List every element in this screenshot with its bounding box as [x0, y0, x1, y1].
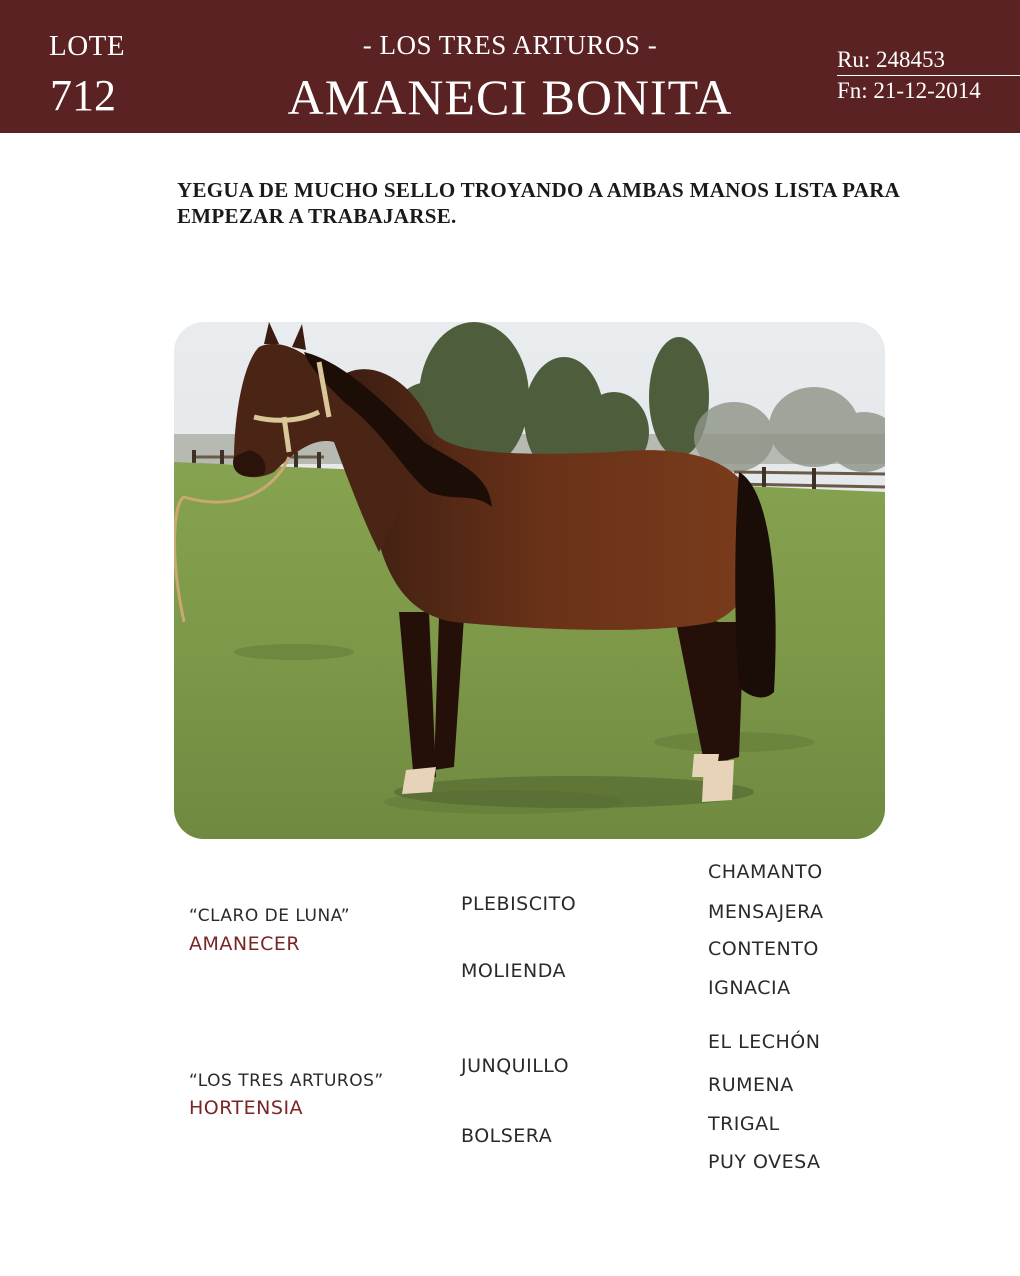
breeder-name: - LOS TRES ARTUROS - — [362, 30, 658, 60]
divider-line — [837, 75, 1020, 76]
lote-label: LOTE — [49, 30, 126, 62]
birth-date: Fn: 21-12-2014 — [837, 78, 981, 103]
paternal-grandsire: PLEBISCITO — [461, 893, 577, 915]
registration-number: Ru: 248453 — [837, 47, 945, 72]
dam-breeder: “LOS TRES ARTUROS” — [189, 1071, 384, 1091]
maternal-granddam: BOLSERA — [461, 1125, 553, 1147]
header-banner — [0, 0, 1020, 133]
maternal-grandsire: JUNQUILLO — [461, 1055, 570, 1077]
great-grandsire-1: CHAMANTO — [708, 861, 823, 883]
horse-photo — [174, 322, 885, 839]
lote-number: 712 — [50, 71, 116, 120]
sire-breeder: “CLARO DE LUNA” — [189, 906, 351, 926]
horse-name: AMANECI BONITA — [287, 69, 733, 125]
great-grandsire-4: TRIGAL — [708, 1113, 780, 1135]
sire-name: AMANECER — [189, 933, 301, 955]
dam-name: HORTENSIA — [189, 1097, 304, 1119]
paternal-granddam: MOLIENDA — [461, 960, 567, 982]
horse-description: YEGUA DE MUCHO SELLO TROYANDO A AMBAS MANOS LISTA PARA EMPEZAR A TRABAJARSE. — [177, 178, 899, 228]
great-granddam-4: PUY OVESA — [708, 1151, 821, 1173]
great-grandsire-3: EL LECHÓN — [708, 1031, 821, 1053]
great-granddam-2: IGNACIA — [708, 977, 791, 999]
great-granddam-1: MENSAJERA — [708, 901, 824, 923]
great-grandsire-2: CONTENTO — [708, 938, 819, 960]
great-granddam-3: RUMENA — [708, 1074, 794, 1096]
